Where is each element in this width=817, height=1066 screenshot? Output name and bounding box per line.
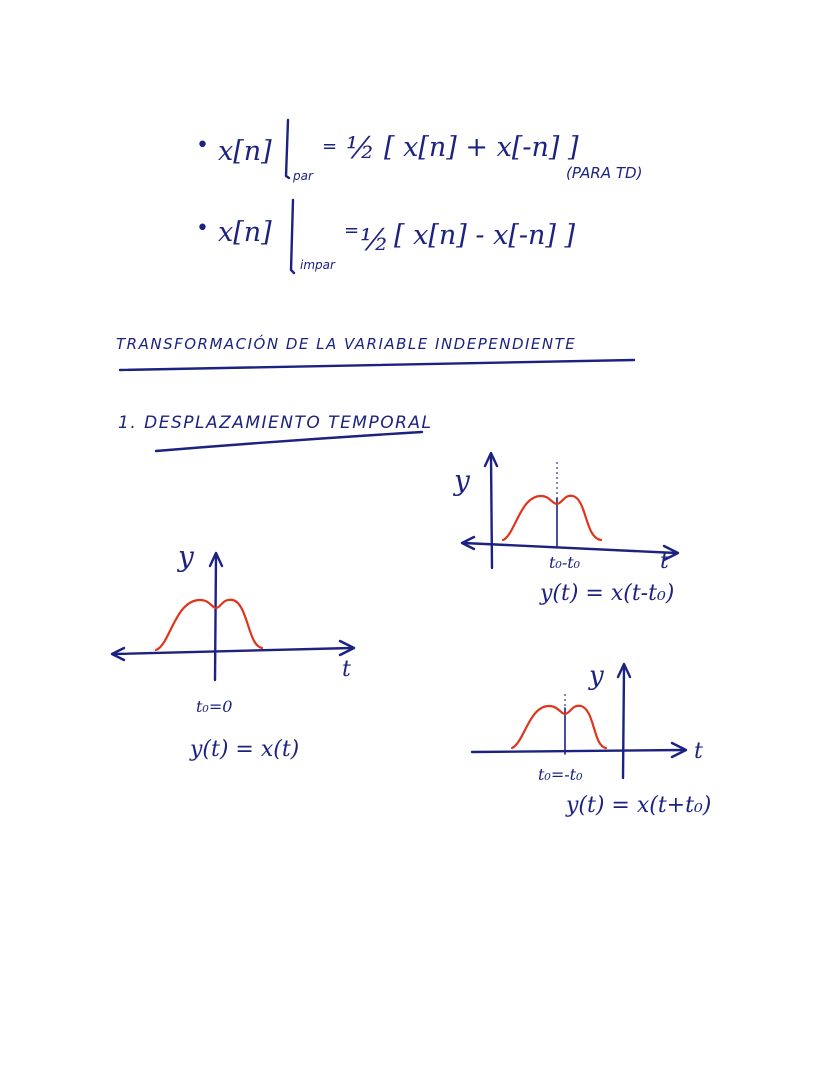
par-equals: = <box>322 136 338 157</box>
graph-delayed-shift-label: t₀-t₀ <box>549 553 581 572</box>
impar-subscript: impar <box>300 258 335 272</box>
impar-eval-bar <box>291 200 294 273</box>
graph-advanced-y-label: y <box>589 661 604 691</box>
equation-note: (PARA TD) <box>566 164 643 182</box>
graph-delayed <box>452 453 678 606</box>
graph-original-t-axis <box>114 648 352 654</box>
equation-par <box>196 120 579 183</box>
impar-lhs: x[n] <box>218 217 272 248</box>
graph-advanced-signal-curve <box>512 706 606 748</box>
section-title: TRANSFORMACIÓN DE LA VARIABLE INDEPENDIENTE <box>116 335 577 353</box>
graph-original-shift-label: t₀=0 <box>196 697 233 716</box>
graph-delayed-equation: y(t) = x(t-t₀) <box>540 581 675 606</box>
graph-advanced-equation: y(t) = x(t+t₀) <box>566 793 712 818</box>
impar-equals: = <box>344 220 360 241</box>
graph-advanced <box>472 661 711 818</box>
equation-impar <box>196 200 575 273</box>
graph-original <box>112 540 354 762</box>
graph-original-signal-curve <box>156 600 262 650</box>
bullet-impar: • <box>196 216 209 241</box>
par-subscript: par <box>293 169 313 183</box>
par-eval-bar <box>286 120 289 178</box>
section-underline <box>120 360 634 370</box>
par-half: ½ <box>346 131 376 166</box>
graph-delayed-y-axis <box>491 456 492 568</box>
graph-advanced-y-axis <box>623 668 624 778</box>
graph-original-t-label: t <box>342 657 351 682</box>
graph-original-equation: y(t) = x(t) <box>190 737 300 762</box>
graph-advanced-t-label: t <box>694 739 703 764</box>
impar-half: ½ <box>360 223 390 258</box>
graph-original-y-label: y <box>178 540 194 573</box>
graph-delayed-t-label: t <box>660 549 669 574</box>
subsection-title: 1. DESPLAZAMIENTO TEMPORAL <box>118 413 433 433</box>
par-rhs: [ x[n] + x[-n] ] <box>384 132 579 163</box>
impar-rhs: [ x[n] - x[-n] ] <box>394 220 576 251</box>
graph-delayed-signal-curve <box>503 496 601 540</box>
bullet-par: • <box>196 133 209 158</box>
graph-advanced-shift-label: t₀=-t₀ <box>538 765 583 784</box>
subsection-underline <box>156 432 422 451</box>
graph-advanced-t-axis <box>472 750 684 752</box>
graph-delayed-y-label: y <box>454 464 470 497</box>
graph-delayed-t-axis <box>464 543 676 553</box>
graph-original-y-axis <box>215 556 216 680</box>
par-lhs: x[n] <box>218 136 272 167</box>
